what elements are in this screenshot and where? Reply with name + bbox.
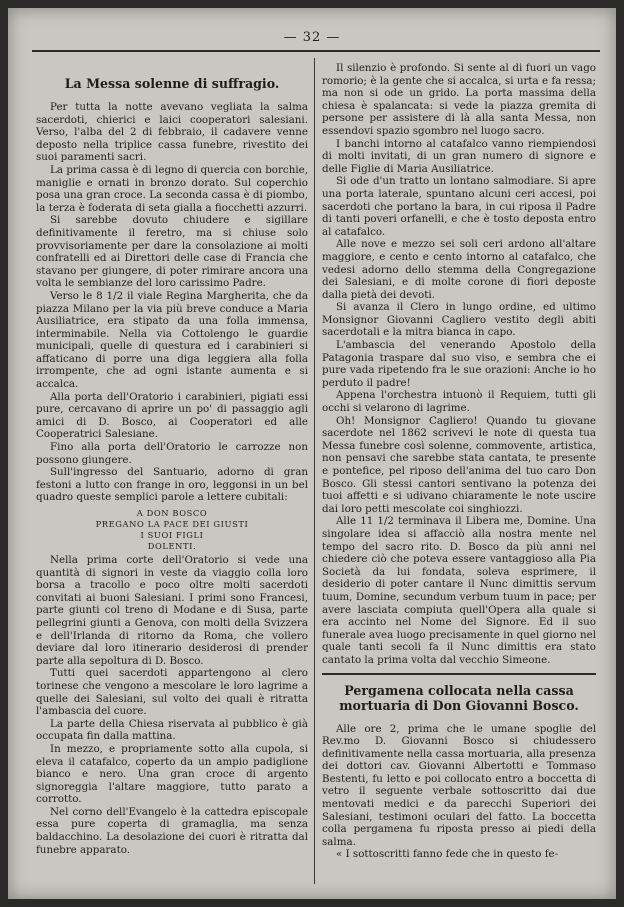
paragraph: Si avanza il Clero in lungo ordine, ed ultimo Monsignor Giovanni Cagliero vestito degli abiti sacerdotali e la mitra bianca in capo.: [322, 301, 596, 339]
paragraph: La parte della Chiesa riservata al pubblico è già occupata fin dalla mattina.: [36, 717, 308, 743]
right-column: [322, 62, 596, 888]
inscription-line: DOLENTI.: [147, 541, 197, 551]
inscription-line: I SUOI FIGLI: [140, 530, 204, 540]
paragraph: Alle 11 1/2 terminava il Libera me, Domine. Una singolare idea si affacciò alla nostra mente nel tempo del sacro rito. D. Bosco da più anni nel chiedere ciò che poteva essere vantaggioso alla Pia Società da lui fondata, soleva esprimere, il desiderio di poter cantare il Nunc dimittis servum tuum, Domine, secundum verbum tuum in pace; per avere lasciata compiuta quell'Opera alla quale si era accinto nel Nome del Signore. Ed il suo funerale avea luogo precisamente in quel giorno nel quale tanti secoli fa il Nunc dimittis era stato cantato la prima volta dal vecchio Simeone.: [322, 515, 596, 666]
paragraph: Si ode d'un tratto un lontano salmodiare. Si apre una porta laterale, spuntano alcuni ceri accesi, poi sacerdoti che portano la bara, in cui riposa il Padre di tanti poveri orfanelli, e che è tosto deposta entro al catafalco.: [322, 175, 596, 238]
inscription-line: A DON BOSCO: [136, 508, 208, 518]
paragraph: « I sottoscritti fanno fede che in questo fe-: [336, 848, 559, 861]
paragraph: Appena l'orchestra intuonò il Requiem, tutti gli occhi si velarono di lagrime.: [322, 389, 596, 415]
paragraph: Alle nove e mezzo sei soli ceri ardono all'altare maggiore, e cento e cento intorno al catafalco, che vedesi adorno dello stemma della Congregazione dei Salesiani, e di molte corone di fiori deposte dalla pietà dei devoti.: [322, 238, 596, 301]
newspaper-page: [8, 8, 616, 899]
paragraph: Alla porta dell'Oratorio i carabinieri, pigiati essi pure, cercavano di aprire un po' di passaggio agli amici di D. Bosco, ai Cooperatori ed alle Cooperatrici Salesiane.: [36, 390, 308, 441]
article-title-pergamena: Pergamena collocata nella cassa mortuaria di Don Giovanni Bosco.: [339, 682, 579, 713]
paragraph: Alle ore 2, prima che le umane spoglie del Rev.mo D. Giovanni Bosco si chiudessero definitivamente nella cassa mortuaria, alla presenza dei dottori cav. Giovanni Albertotti e Tommaso Bestenti, fu letto e poi collocato entro a boccetta di vetro il seguente verbale sottoscritto dai due mentovati medici e da parecchi Superiori dei Salesiani, testimoni oculari del fatto. La boccetta colla pergamena fu riposta presso ai piedi della salma.: [322, 722, 596, 848]
paragraph: Tutti quei sacerdoti appartengono al clero torinese che vengono a mescolare le loro lagrime a quelle dei Salesiani, sul volto dei quali è ritratta l'ambascia del cuore.: [36, 667, 308, 718]
paragraph: I banchi intorno al catafalco vanno riempiendosi di molti invitati, di un gran numero di signore e delle Figlie di Maria Ausiliatrice.: [322, 137, 596, 175]
inscription: [36, 508, 308, 552]
paragraph: Verso le 8 1/2 il viale Regina Margherita, che da piazza Milano per la via più breve conduce a Maria Ausiliatrice, era stipato da una folla immensa, interminabile. Nella via Cottolengo le guardie municipali, quelle di questura ed i carabinieri si affaticano di porre una diga leggiera alla folla irrompente, che ad ogni istante aumenta e si accalca.: [36, 289, 308, 391]
paragraph: Oh! Monsignor Cagliero! Quando tu giovane sacerdote nel 1862 scrivevi le note di questa tua Messa funebre così solenne, commovente, artistica, non pensavi che sarebbe stata cantata, te presente e pontefice, pel riposo dell'anima del tuo caro Don Bosco. Gli stessi cantori sentivano la potenza dei tuoi affetti e si udivano chiaramente le note uscire dai loro petti mescolate coi singhiozzi.: [322, 414, 596, 515]
inscription-line: PREGANO LA PACE DEI GIUSTI: [95, 519, 249, 529]
paragraph: Per tutta la notte avevano vegliata la salma sacerdoti, chierici e laici cooperatori salesiani. Verso, l'alba del 2 di febbraio, il cadavere venne deposto nella triplice cassa funebre, rivestito dei suoi paramenti sacri.: [36, 101, 308, 164]
article-title-messa: La Messa solenne di suffragio.: [64, 76, 280, 91]
paragraph: In mezzo, e propriamente sotto alla cupola, si eleva il catafalco, coperto da un ampio padiglione bianco e nero. Una gran croce di argento signoreggia l'altare maggiore, tutto parato a corrotto.: [36, 742, 308, 806]
paragraph: La prima cassa è di legno di quercia con borchie, maniglie e ornati in bronzo dorato. Sul coperchio posa una gran croce. La seconda cassa è di piombo, la terza è foderata di seta gialla a fiocchetti azzurri.: [36, 163, 308, 214]
paragraph: Nella prima corte dell'Oratorio si vede una quantità di signori in veste da viaggio colla loro borsa a tracollo e poco oltre molti sacerdoti convitati ai buoni Salesiani. I primi sono Francesi, parte giunti col treno di Modane e di Susa, parte pellegrini giunti a Genova, con molti della Svizzera e dell'Irlanda di ritorno da Roma, che vollero deviare dal loro itinerario desiderosi di prender parte alla sepoltura di D. Bosco.: [36, 554, 308, 667]
section-rule: [322, 673, 596, 675]
paragraph: L'ambascia del venerando Apostolo della Patagonia traspare dal suo viso, e sembra che ei pure vada ripetendo fra le sue orazioni: Anche io ho perduto il padre!: [322, 339, 596, 389]
page-number: — 32 —: [283, 30, 341, 45]
paragraph: Sull'ingresso del Santuario, adorno di gran festoni a lutto con frange in oro, leggonsi in un bel quadro queste semplici parole a lettere cubitali:: [36, 466, 308, 504]
paragraph: Nel corno dell'Evangelo è la cattedra episcopale essa pure coperta di gramaglia, ma senza baldacchino. La desolazione dei cuori è ritratta dal funebre apparato.: [36, 805, 308, 856]
column-divider: [314, 58, 315, 884]
paragraph: Fino alla porta dell'Oratorio le carrozze non possono giungere.: [36, 441, 308, 466]
paragraph: Si sarebbe dovuto chiudere e sigillare definitivamente il feretro, ma si chiuse solo provvisoriamente per dare la consolazione ai molti confratelli ed ai Direttori delle case di Francia che stavano per giungere, di poter rimirare ancora una volta le sembianze del loro carissimo Padre.: [36, 214, 308, 290]
left-column: [36, 62, 308, 888]
page-frame: [32, 50, 600, 894]
paragraph: Il silenzio è profondo. Si sente al di fuori un vago romorio; è la gente che si accalca, si urta e fa ressa; ma non si ode un grido. La porta massima della chiesa è spalancata: si vede la piazza gremita di persone per assistere di là alla santa Messa, non essendovi spazio sgombro nel luogo sacro.: [322, 62, 596, 137]
